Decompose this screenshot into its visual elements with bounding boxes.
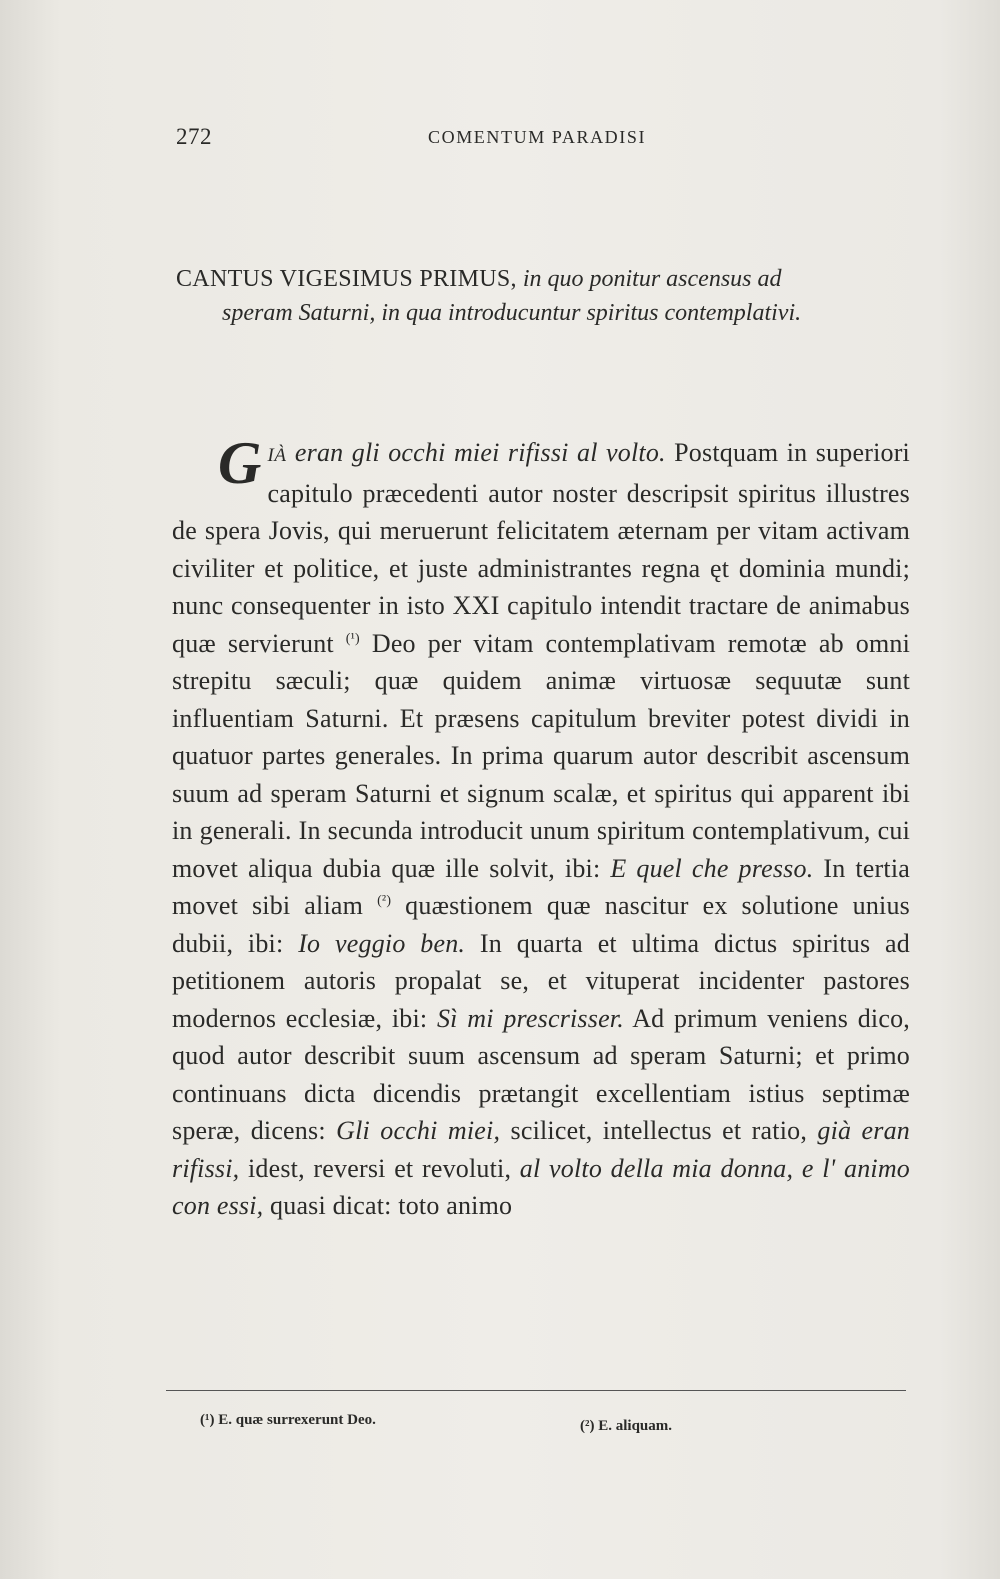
quote: al volto della mia donna, e l' animo con essi, bbox=[172, 1153, 910, 1220]
canto-heading-continuation: speram Saturni, in qua introducuntur spiritus contemplativi. bbox=[222, 300, 802, 326]
running-title: COMENTUM PARADISI bbox=[428, 127, 647, 147]
footnote-1: (¹) E. quæ surrexerunt Deo. bbox=[200, 1412, 376, 1428]
quote: E quel che presso. bbox=[610, 853, 814, 883]
canto-heading bbox=[176, 262, 908, 330]
quote: Sì mi prescrisser. bbox=[436, 1003, 624, 1033]
page-header bbox=[176, 124, 910, 160]
text-segment: quasi dicat: toto animo bbox=[270, 1191, 513, 1220]
text-segment: Deo per vitam contemplativam remotæ ab omni strepitu sæculi; quæ quidem animæ virtuosæ sequutæ sunt influentiam Saturni. Et præsens capitulum breviter potest dividi in quatuor partes generales. In prima quarum autor describit ascensum suum ad speram Saturni et signum scalæ, et spiritus qui apparent ibi in generali. In secunda introducit unum spiritum contemplativum, cui movet aliqua dubia quæ ille solvit, ibi: bbox=[172, 628, 911, 883]
footnotes bbox=[200, 1412, 900, 1442]
page-number: 272 bbox=[176, 124, 212, 149]
footnote-ref-1: (¹) bbox=[345, 630, 360, 646]
text-segment: scilicet, intellectus et ratio, bbox=[510, 1116, 808, 1145]
text-segment: idest, reversi et revoluti, bbox=[248, 1153, 512, 1183]
incipit-rest: IÀ bbox=[267, 445, 287, 466]
commentary-text bbox=[172, 430, 911, 1225]
quote: già eran rifissi, bbox=[172, 1116, 910, 1183]
text-segment: In quarta et ultima dictus spiritus ad petitionem autoris propalat se, et vituperat incidenter pastores modernos ecclesiæ, ibi: bbox=[172, 928, 910, 1033]
canto-heading-italic: in quo ponitur ascensus ad bbox=[522, 266, 782, 292]
quote: Io veggio ben. bbox=[298, 928, 466, 958]
quote: Gli occhi miei, bbox=[336, 1116, 501, 1145]
incipit-quote: eran gli occhi miei rifissi al volto. bbox=[294, 438, 666, 467]
footnote-rule bbox=[166, 1390, 906, 1391]
text-segment: In tertia movet sibi aliam bbox=[172, 853, 910, 920]
canto-heading-caps: CANTUS VIGESIMUS PRIMUS, bbox=[176, 266, 517, 292]
footnote-2: (²) E. aliquam. bbox=[580, 1418, 673, 1434]
text-segment: Postquam in superiori capitulo præcedenti autor noster descripsit spiritus illustres de spera Jovis, qui meruerunt felicitatem æternam per vitam activam civiliter et politice, et juste administrantes regna ęt dominia mundi; nunc consequenter in isto XXI capitulo intendit tractare de animabus quæ servierunt bbox=[172, 438, 910, 658]
text-segment: Ad primum veniens dico, quod autor describit suum ascensum ad speram Saturni; et primo continuans dicta dicendis prætangit excellentiam istius septimæ speræ, dicens: bbox=[172, 1003, 910, 1145]
footnote-ref-2: (²) bbox=[377, 893, 392, 909]
drop-capital: G bbox=[218, 430, 262, 496]
text-segment: quæstionem quæ nascitur ex solutione unius dubii, ibi: bbox=[172, 891, 910, 958]
